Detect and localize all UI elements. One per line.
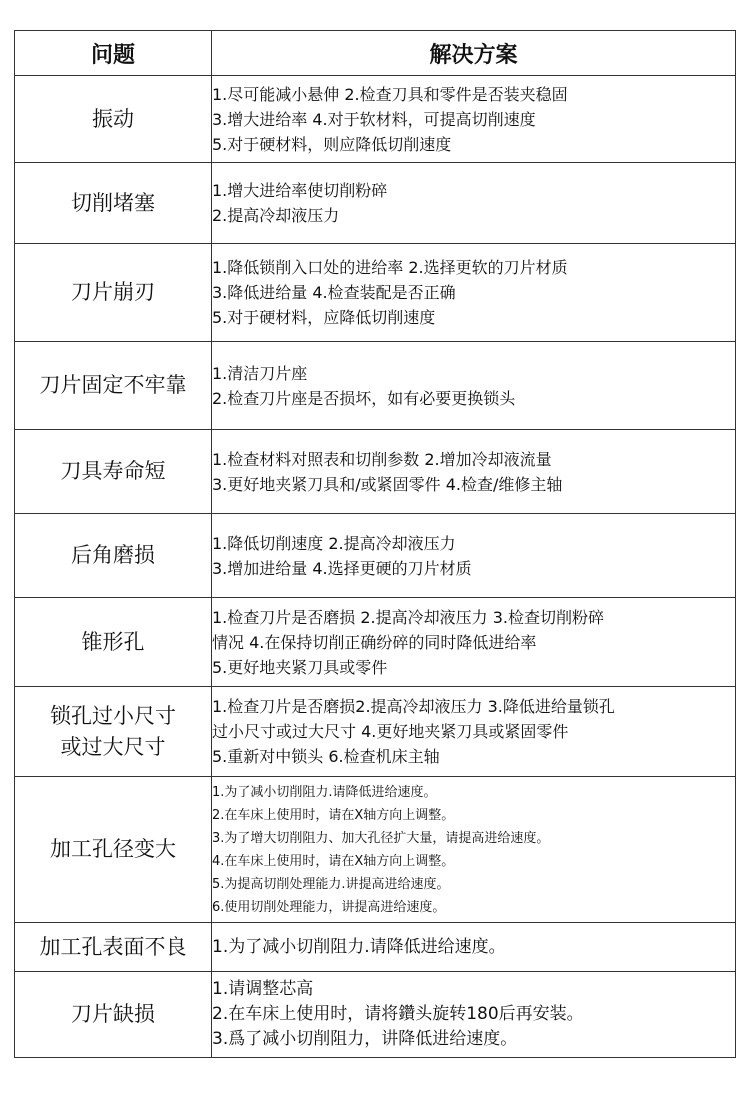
- solution-line: 1.降低切削速度 2.提高冷却液压力: [212, 533, 456, 553]
- solution-line: 2.检查刀片座是否损坏，如有必要更换锁头: [212, 388, 516, 408]
- table-row: [15, 598, 736, 687]
- solution-cell: [212, 598, 736, 687]
- solution-cell: [212, 342, 736, 430]
- solution-line: 5.更好地夹紧刀具或零件: [212, 657, 388, 677]
- problem-label: 刀片缺损: [71, 1002, 155, 1026]
- problem-label: 刀片固定不牢靠: [39, 373, 187, 397]
- solution-line: 3.更好地夹紧刀具和/或紧固零件 4.检查/维修主轴: [212, 474, 563, 494]
- table-row: [15, 430, 736, 514]
- solution-cell: [212, 972, 736, 1058]
- problem-label: 或过大尺寸: [60, 734, 166, 759]
- problem-label: 加工孔径变大: [50, 837, 176, 861]
- solution-line: 1.尽可能减小悬伸 2.检查刀具和零件是否装夹稳固: [212, 84, 568, 104]
- problem-cell: [15, 777, 212, 923]
- solution-line: 3.为了增大切削阻力、加大孔径扩大量，请提高进给速度。: [212, 830, 550, 846]
- solution-line: 1.为了减小切削阻力.请降低进给速度。: [212, 936, 506, 957]
- problem-cell: [15, 342, 212, 430]
- table-row: [15, 777, 736, 923]
- solution-line: 5.为提高切削处理能力.讲提高进给速度。: [212, 876, 450, 892]
- table-row: [15, 163, 736, 244]
- problem-cell: [15, 76, 212, 163]
- solution-cell: [212, 244, 736, 342]
- solution-line: 3.降低进给量 4.检查装配是否正确: [212, 283, 456, 302]
- table-row: [15, 923, 736, 972]
- solution-line: 1.请调整芯高: [212, 979, 314, 999]
- problem-label: 加工孔表面不良: [39, 934, 187, 959]
- problem-cell: [15, 972, 212, 1058]
- problem-label: 锁孔过小尺寸: [50, 703, 176, 728]
- header-row: [15, 31, 736, 76]
- solution-line: 1.降低锁削入口处的进给率 2.选择更软的刀片材质: [212, 258, 568, 277]
- solution-cell: [212, 514, 736, 598]
- solution-line: 5.对于硬材料，则应降低切削速度: [212, 134, 452, 154]
- header-problem: 问题: [15, 31, 212, 76]
- problem-label: 刀片崩刃: [71, 280, 155, 304]
- table-row: [15, 76, 736, 163]
- solution-cell: [212, 777, 736, 923]
- problem-label: 后角磨损: [71, 543, 155, 567]
- solution-cell: [212, 687, 736, 777]
- solution-line: 2.提高冷却液压力: [212, 206, 340, 225]
- solution-line: 2.在车床上使用时，请在X轴方向上调整。: [212, 807, 455, 823]
- solution-line: 1.检查刀片是否磨损2.提高冷却液压力 3.降低进给量锁孔: [212, 697, 615, 716]
- table-row: [15, 972, 736, 1058]
- solution-cell: [212, 76, 736, 163]
- problem-cell: [15, 430, 212, 514]
- problem-cell: [15, 514, 212, 598]
- problem-cell: [15, 923, 212, 972]
- problem-label: 振动: [92, 106, 134, 131]
- solution-line: 1.为了减小切削阻力.请降低进给速度。: [212, 784, 437, 800]
- troubleshooting-table: [14, 30, 736, 1058]
- problem-label: 切削堵塞: [71, 190, 155, 215]
- problem-cell: [15, 163, 212, 244]
- solution-line: 情况 4.在保持切削正确纷碎的同时降低进给率: [212, 632, 537, 652]
- solution-line: 1.检查刀片是否磨损 2.提高冷却液压力 3.检查切削粉碎: [212, 607, 604, 627]
- solution-line: 4.在车床上使用时，请在X轴方向上调整。: [212, 853, 455, 869]
- solution-line: 1.清洁刀片座: [212, 363, 308, 383]
- solution-line: 1.增大进给率使切削粉碎: [212, 181, 388, 200]
- table-row: [15, 514, 736, 598]
- solution-line: 5.对于硬材料，应降低切削速度: [212, 308, 436, 327]
- solution-line: 3.增大进给率 4.对于软材料，可提高切削速度: [212, 109, 536, 129]
- solution-line: 3.增加进给量 4.选择更硬的刀片材质: [212, 558, 472, 578]
- solution-cell: [212, 923, 736, 972]
- header-solution: 解决方案: [212, 31, 736, 76]
- problem-cell: [15, 244, 212, 342]
- solution-line: 1.检查材料对照表和切削参数 2.增加冷却液流量: [212, 449, 552, 469]
- solution-line: 6.使用切削处理能力，讲提高进给速度。: [212, 899, 446, 915]
- table-row: [15, 687, 736, 777]
- table-row: [15, 244, 736, 342]
- solution-cell: [212, 163, 736, 244]
- solution-line: 过小尺寸或过大尺寸 4.更好地夹紧刀具或紧固零件: [212, 722, 569, 741]
- problem-cell: [15, 598, 212, 687]
- problem-cell: [15, 687, 212, 777]
- problem-label: 锥形孔: [81, 629, 145, 654]
- solution-line: 3.爲了减小切削阻力，讲降低进给速度。: [212, 1029, 518, 1049]
- solution-cell: [212, 430, 736, 514]
- solution-line: 5.重新对中锁头 6.检查机床主轴: [212, 747, 440, 766]
- table-row: [15, 342, 736, 430]
- solution-line: 2.在车床上使用时，请将鑽头旋转180后再安装。: [212, 1004, 584, 1024]
- problem-label: 刀具寿命短: [60, 459, 166, 483]
